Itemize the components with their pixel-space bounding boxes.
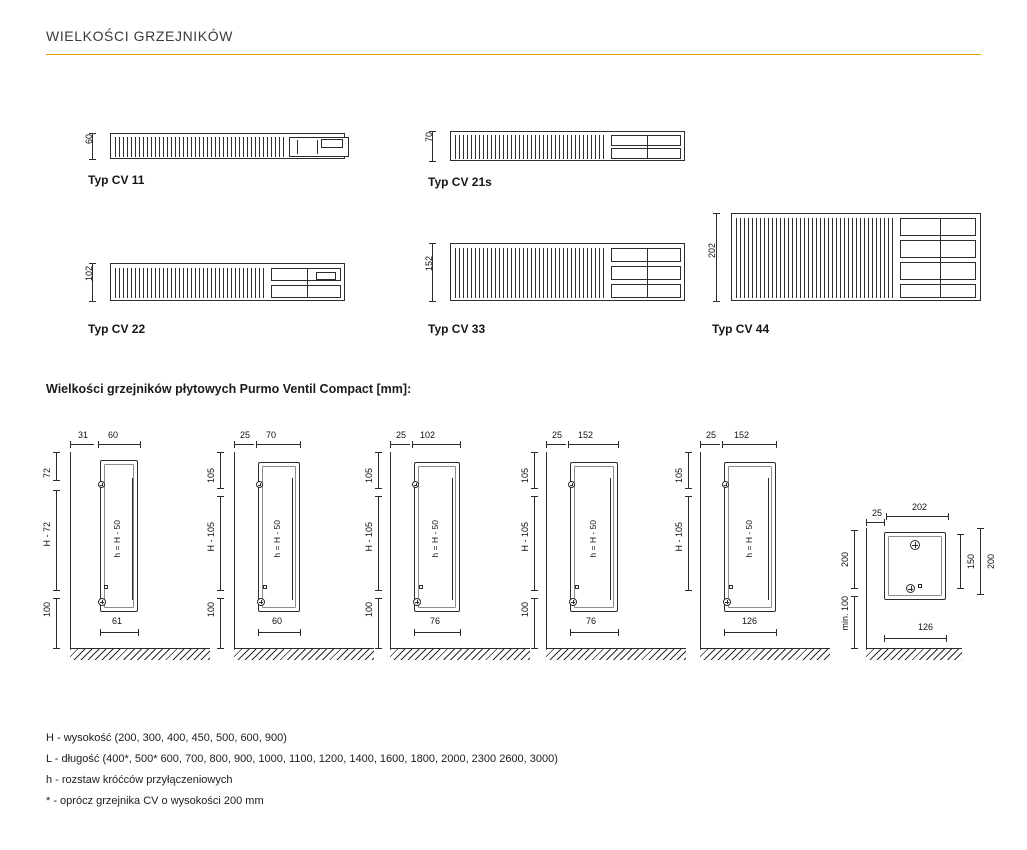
valve-knob — [723, 598, 731, 606]
dim-tick — [460, 441, 461, 448]
dim-line — [56, 598, 57, 648]
valve-knob — [98, 481, 105, 488]
dim-label: 60 — [108, 430, 119, 440]
dim-tick — [724, 629, 725, 636]
fin-pattern — [455, 248, 607, 298]
dim-tick — [217, 488, 224, 489]
dim-line — [546, 444, 566, 445]
valve-chamber — [271, 285, 341, 298]
dim-line — [378, 496, 379, 590]
dim-label: H - 72 — [42, 522, 52, 547]
dim-tick — [53, 598, 60, 599]
dim-line — [390, 444, 410, 445]
valve-chamber — [611, 148, 681, 159]
valve-knob — [568, 481, 575, 488]
valve-knob — [98, 598, 106, 606]
dim-tick — [531, 496, 538, 497]
page-title: WIELKOŚCI GRZEJNIKÓW — [46, 28, 234, 44]
dim-label-depth: 60 — [84, 134, 94, 145]
dim-label-depth: 70 — [424, 132, 434, 143]
dim-tick — [217, 598, 224, 599]
dim-tick — [375, 488, 382, 489]
dim-tick — [948, 513, 949, 520]
detail-line — [307, 269, 308, 297]
valve-detail — [321, 139, 343, 148]
dim-label-h: h = H - 50 — [588, 520, 598, 558]
dim-tick — [390, 441, 391, 448]
dim-line — [412, 444, 460, 445]
dim-tick — [618, 441, 619, 448]
dim-tick — [460, 629, 461, 636]
dim-tick — [685, 488, 692, 489]
dim-tick — [568, 441, 569, 448]
wall-profile — [70, 452, 87, 648]
dim-label: 76 — [430, 616, 441, 626]
connection-port — [104, 585, 108, 589]
dim-line — [258, 632, 300, 633]
dim-line — [980, 528, 981, 594]
dim-label-min-floor: min. 100 — [840, 596, 850, 631]
dim-label: 100 — [42, 602, 52, 618]
valve-chamber — [611, 266, 681, 280]
dim-label-depth: 152 — [424, 256, 434, 272]
dim-label: 152 — [734, 430, 750, 440]
fin-pattern — [115, 137, 285, 157]
dim-tick — [258, 629, 259, 636]
dim-line — [292, 478, 293, 600]
dim-label: 61 — [112, 616, 123, 626]
dim-label: 25 — [872, 508, 883, 518]
dim-line — [854, 530, 855, 588]
dim-tick — [957, 588, 964, 589]
dim-line — [100, 632, 138, 633]
dim-line — [220, 452, 221, 488]
dim-tick — [884, 519, 885, 526]
caption-cv11: Typ CV 11 — [88, 173, 145, 187]
dim-line — [534, 496, 535, 590]
caption-cv22: Typ CV 22 — [88, 322, 146, 336]
dim-tick — [429, 301, 436, 302]
dim-label: 202 — [912, 502, 928, 512]
detail-line — [317, 140, 318, 154]
dim-tick — [375, 496, 382, 497]
radiator-section-body — [450, 243, 685, 301]
dim-tick — [429, 243, 436, 244]
legend-line-h: H - wysokość (200, 300, 400, 450, 500, 600, 900) — [46, 732, 287, 744]
dim-label: 31 — [78, 430, 89, 440]
legend-line-h-small: h - rozstaw króćców przyłączeniowych — [46, 774, 233, 786]
dim-line — [56, 452, 57, 480]
dim-label: 152 — [578, 430, 594, 440]
legend-line-note: * - oprócz grzejnika CV o wysokości 200 mm — [46, 795, 264, 807]
dim-label: 70 — [266, 430, 277, 440]
dim-line — [700, 444, 720, 445]
dim-line — [722, 444, 776, 445]
valve-chamber — [611, 284, 681, 298]
dim-tick — [256, 441, 257, 448]
dim-line — [688, 452, 689, 488]
valve-knob — [413, 598, 421, 606]
dim-line — [854, 596, 855, 648]
dim-line — [378, 452, 379, 488]
dim-tick — [414, 629, 415, 636]
valve-knob — [412, 481, 419, 488]
floor-hatch — [234, 648, 374, 660]
dim-tick — [53, 648, 60, 649]
dim-line — [568, 444, 618, 445]
dim-tick — [217, 496, 224, 497]
dim-tick — [531, 590, 538, 591]
valve-chamber — [900, 262, 976, 280]
dim-tick — [375, 598, 382, 599]
dim-line — [452, 478, 453, 600]
valve-knob — [722, 481, 729, 488]
dim-tick — [685, 496, 692, 497]
legend-line-l: L - długość (400*, 500* 600, 700, 800, 900, 1000, 1100, 1200, 1400, 1600, 1800, 2000, 2300 2600, 3000) — [46, 753, 558, 765]
dim-tick — [946, 635, 947, 642]
dim-tick — [713, 213, 720, 214]
fin-pattern — [736, 218, 896, 298]
dim-tick — [618, 629, 619, 636]
dim-tick — [375, 590, 382, 591]
dim-line — [724, 632, 776, 633]
dim-tick — [531, 648, 538, 649]
dim-tick — [375, 648, 382, 649]
dim-tick — [89, 301, 96, 302]
dim-line — [534, 598, 535, 648]
floor-hatch — [700, 648, 830, 660]
floor-hatch — [866, 648, 962, 660]
dim-tick — [851, 588, 858, 589]
valve-chamber — [611, 135, 681, 146]
dim-tick — [531, 598, 538, 599]
dim-label-h: h = H - 50 — [112, 520, 122, 558]
dim-label: H - 105 — [364, 522, 374, 552]
dim-label: 76 — [586, 616, 597, 626]
dim-tick — [570, 629, 571, 636]
detail-line — [940, 219, 941, 297]
dim-tick — [429, 161, 436, 162]
dim-line — [960, 534, 961, 588]
wall-profile — [546, 452, 563, 648]
valve-chamber — [611, 248, 681, 262]
dim-tick — [685, 590, 692, 591]
dim-label: 60 — [272, 616, 283, 626]
dim-line — [70, 444, 94, 445]
valve-knob — [906, 584, 915, 593]
dim-line — [234, 444, 254, 445]
dim-tick — [531, 488, 538, 489]
dim-label-depth: 202 — [707, 243, 717, 259]
valve-knob — [256, 481, 263, 488]
dim-label: 200 — [840, 552, 850, 568]
dim-label: 126 — [742, 616, 758, 626]
valve-knob — [257, 598, 265, 606]
valve-knob — [910, 540, 920, 550]
caption-cv33: Typ CV 33 — [428, 322, 486, 336]
dim-tick — [685, 452, 692, 453]
dim-line — [884, 638, 946, 639]
dim-line — [378, 598, 379, 648]
dim-tick — [722, 441, 723, 448]
dim-label: 126 — [918, 622, 934, 632]
dim-tick — [375, 452, 382, 453]
caption-cv44: Typ CV 44 — [712, 322, 770, 336]
dim-label: 150 — [966, 554, 976, 570]
wall-profile — [234, 452, 251, 648]
dim-label: 25 — [706, 430, 717, 440]
fin-pattern — [455, 135, 607, 159]
dim-tick — [957, 534, 964, 535]
dim-line — [132, 478, 133, 600]
dim-tick — [300, 441, 301, 448]
section-title-dimensions: Wielkości grzejników płytowych Purmo Ventil Compact [mm]: — [46, 382, 412, 396]
valve-chamber — [900, 284, 976, 298]
dim-label-h: h = H - 50 — [744, 520, 754, 558]
dim-tick — [217, 590, 224, 591]
dim-tick — [884, 635, 885, 642]
wall-profile — [866, 528, 881, 648]
wall-profile — [390, 452, 407, 648]
dim-line — [610, 478, 611, 600]
dim-label: 72 — [42, 468, 52, 479]
dim-tick — [531, 452, 538, 453]
caption-cv21s: Typ CV 21s — [428, 175, 492, 189]
dim-label: 100 — [364, 602, 374, 618]
floor-hatch — [390, 648, 530, 660]
dim-line — [768, 478, 769, 600]
dim-tick — [217, 452, 224, 453]
dim-label: 100 — [206, 602, 216, 618]
page-header — [46, 28, 981, 55]
dim-tick — [89, 263, 96, 264]
dim-tick — [713, 301, 720, 302]
dim-tick — [98, 441, 99, 448]
dim-label: H - 105 — [206, 522, 216, 552]
dim-tick — [100, 629, 101, 636]
dim-label-h: h = H - 50 — [272, 520, 282, 558]
dim-label: H - 105 — [520, 522, 530, 552]
dim-tick — [700, 441, 701, 448]
dim-tick — [412, 441, 413, 448]
dim-tick — [53, 490, 60, 491]
radiator-section-body — [110, 263, 345, 301]
connection-port — [419, 585, 423, 589]
floor-hatch — [70, 648, 210, 660]
dim-line — [256, 444, 300, 445]
connection-port — [729, 585, 733, 589]
header-rule — [46, 54, 981, 55]
dim-tick — [140, 441, 141, 448]
dim-line — [432, 243, 433, 301]
dim-line — [688, 496, 689, 590]
dim-tick — [776, 441, 777, 448]
legend — [46, 728, 946, 812]
dim-line — [414, 632, 460, 633]
fin-pattern — [115, 268, 267, 298]
dim-tick — [851, 530, 858, 531]
dim-tick — [70, 441, 71, 448]
dim-tick — [138, 629, 139, 636]
dim-label: 25 — [552, 430, 563, 440]
dim-tick — [53, 480, 60, 481]
dim-tick — [217, 648, 224, 649]
dim-line — [220, 598, 221, 648]
connection-port — [263, 585, 267, 589]
dim-label: 105 — [674, 468, 684, 484]
dim-tick — [886, 513, 887, 520]
dim-line — [886, 516, 948, 517]
radiator-section-body — [731, 213, 981, 301]
dim-line — [98, 444, 140, 445]
dim-label: 25 — [240, 430, 251, 440]
valve-chamber — [900, 240, 976, 258]
dim-line — [570, 632, 618, 633]
valve-detail — [316, 272, 336, 280]
radiator-section-body — [450, 131, 685, 161]
dim-line — [56, 490, 57, 590]
dim-label: 25 — [396, 430, 407, 440]
dim-tick — [977, 528, 984, 529]
dim-line — [220, 496, 221, 590]
valve-knob — [569, 598, 577, 606]
dim-label-h: h = H - 50 — [430, 520, 440, 558]
dim-line — [534, 452, 535, 488]
dim-tick — [866, 519, 867, 526]
dim-tick — [53, 590, 60, 591]
dim-label: 105 — [364, 468, 374, 484]
dim-label-depth: 102 — [84, 266, 94, 282]
dim-tick — [776, 629, 777, 636]
floor-hatch — [546, 648, 686, 660]
dim-tick — [300, 629, 301, 636]
dim-tick — [53, 452, 60, 453]
dim-tick — [89, 159, 96, 160]
dim-tick — [851, 648, 858, 649]
dim-label: 100 — [520, 602, 530, 618]
radiator-section-body — [110, 133, 345, 159]
dim-label: 105 — [520, 468, 530, 484]
dim-tick — [977, 594, 984, 595]
dim-label: 102 — [420, 430, 436, 440]
valve-chamber — [900, 218, 976, 236]
detail-line — [297, 140, 298, 154]
connection-port — [575, 585, 579, 589]
dim-line — [866, 522, 884, 523]
connection-port — [918, 584, 922, 588]
dim-label: H - 105 — [674, 522, 684, 552]
dim-tick — [851, 596, 858, 597]
dim-tick — [546, 441, 547, 448]
detail-line — [647, 249, 648, 297]
wall-profile — [700, 452, 717, 648]
detail-line — [647, 136, 648, 158]
dim-label: 200 — [986, 554, 996, 570]
dim-tick — [234, 441, 235, 448]
dim-label: 105 — [206, 468, 216, 484]
